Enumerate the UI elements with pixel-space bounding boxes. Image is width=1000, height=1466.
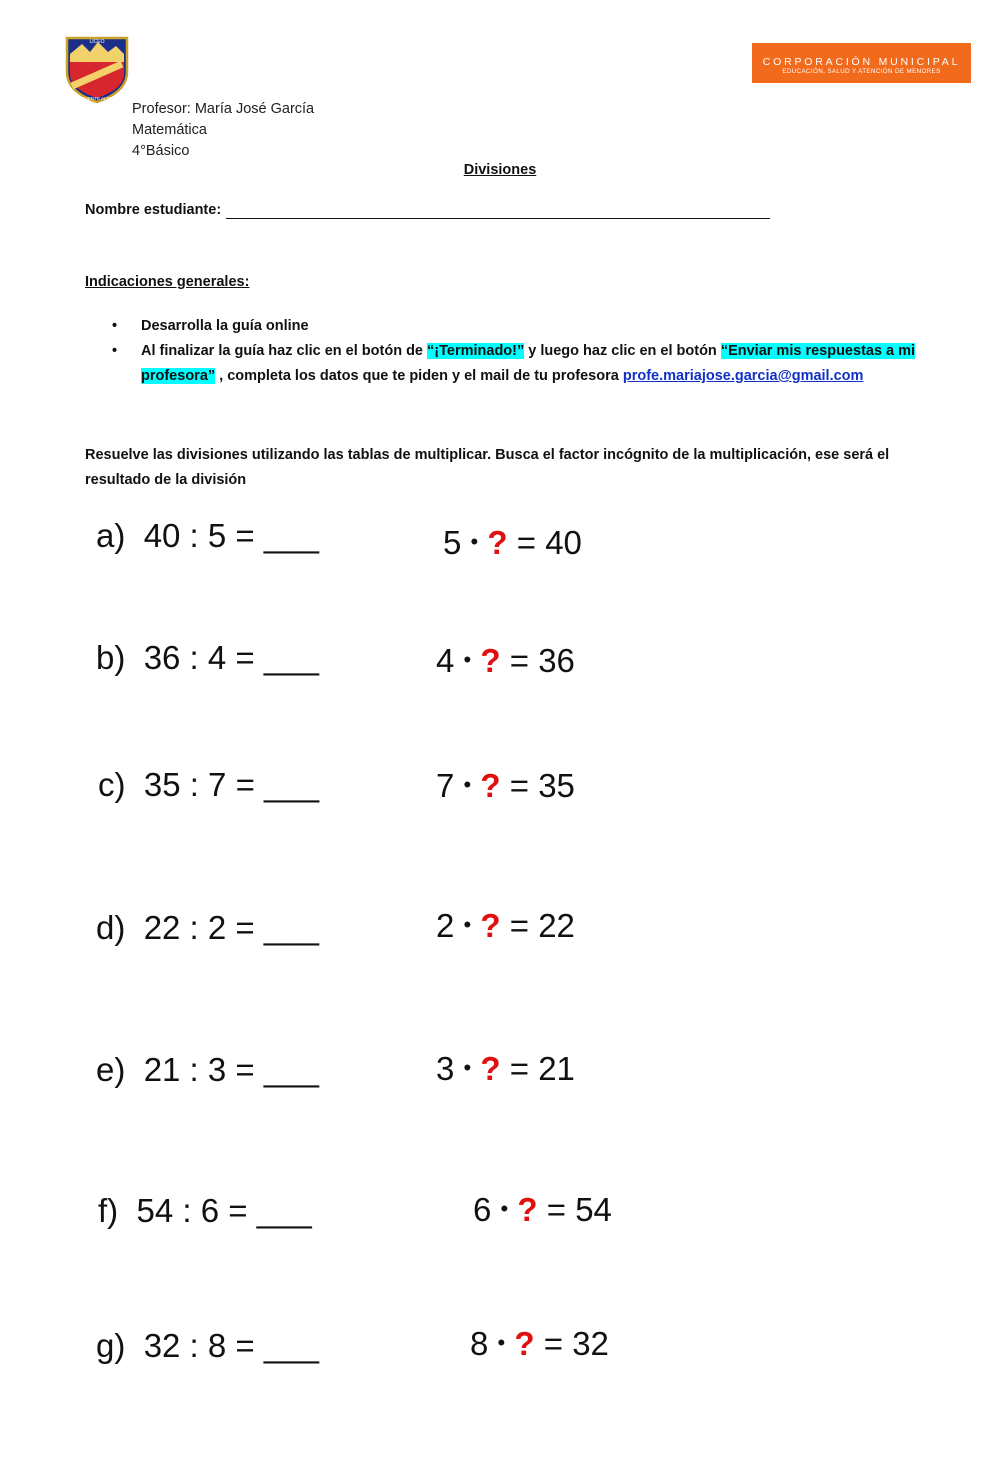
instruction-2-text-c: , completa los datos que te piden y el mail de tu profesora: [215, 368, 623, 384]
exercise-g-division: [96, 1326, 319, 1366]
list-item: [112, 339, 917, 389]
corp-name: CORPORACIÓN MUNICIPAL: [762, 56, 961, 68]
page-title: Divisiones: [463, 162, 537, 178]
product: = 22: [509, 907, 575, 944]
enviar-button-reference: “Enviar mis respuestas a mi profesora”: [141, 343, 916, 384]
exercise-label: c): [98, 766, 126, 803]
instruction-1: Desarrolla la guía online: [141, 318, 309, 334]
corporacion-municipal-logo: [752, 43, 971, 83]
exercise-label: e): [96, 1051, 126, 1088]
exercise-d-division: [96, 908, 319, 948]
exercise-label: f): [98, 1192, 119, 1229]
product: = 54: [546, 1191, 612, 1228]
exercise-f-division: [98, 1191, 312, 1231]
teacher-name: Profesor: María José García: [132, 101, 315, 117]
unknown-factor-icon: ?: [480, 642, 501, 679]
division-expression[interactable]: 21 : 3 = ___: [143, 1051, 319, 1088]
unknown-factor-icon: ?: [487, 524, 508, 561]
known-factor: 8: [470, 1325, 489, 1362]
exercise-c-division: [98, 765, 319, 805]
svg-text:LICEO: LICEO: [89, 39, 105, 45]
corp-subtitle: EDUCACIÓN, SALUD Y ATENCIÓN DE MENORES: [782, 68, 941, 75]
exercise-a-multiplication: [443, 523, 582, 567]
multiply-dot-icon: •: [463, 772, 472, 797]
unknown-factor-icon: ?: [480, 907, 501, 944]
list-item: [112, 314, 917, 339]
division-expression[interactable]: 22 : 2 = ___: [143, 909, 319, 946]
student-name-field[interactable]: [226, 218, 770, 219]
instructions-heading: Indicaciones generales:: [85, 274, 250, 290]
division-expression[interactable]: 54 : 6 = ___: [136, 1192, 312, 1229]
exercise-label: b): [96, 639, 126, 676]
teacher-info: [132, 99, 314, 162]
exercise-b-multiplication: [436, 641, 575, 685]
exercise-e-division: [96, 1050, 319, 1090]
teacher-email-link[interactable]: profe.mariajose.garcia@gmail.com: [622, 368, 864, 384]
known-factor: 5: [443, 524, 462, 561]
unknown-factor-icon: ?: [480, 1050, 501, 1087]
task-description: Resuelve las divisiones utilizando las tablas de multiplicar. Busca el factor incógnito de la multiplicación, ese será el resultado de la división: [85, 447, 890, 488]
division-expression[interactable]: 32 : 8 = ___: [143, 1327, 319, 1364]
exercise-e-multiplication: [436, 1049, 575, 1093]
product: = 21: [509, 1050, 575, 1087]
grade: 4°Básico: [132, 143, 190, 159]
terminado-button-reference: “¡Terminado!”: [427, 343, 525, 359]
multiply-dot-icon: •: [463, 647, 472, 672]
division-expression[interactable]: 35 : 7 = ___: [143, 766, 320, 803]
known-factor: 3: [436, 1050, 455, 1087]
product: = 32: [543, 1325, 609, 1362]
multiply-dot-icon: •: [463, 912, 472, 937]
unknown-factor-icon: ?: [514, 1325, 535, 1362]
known-factor: 2: [436, 907, 455, 944]
unknown-factor-icon: ?: [517, 1191, 538, 1228]
exercise-b-division: [96, 638, 319, 678]
school-crest-logo: [64, 34, 130, 104]
exercise-label: d): [96, 909, 126, 946]
division-expression[interactable]: 40 : 5 = ___: [143, 517, 319, 554]
exercise-a-division: [96, 516, 319, 556]
multiply-dot-icon: •: [497, 1330, 506, 1355]
multiply-dot-icon: •: [500, 1196, 509, 1221]
subject: Matemática: [132, 122, 207, 138]
product: = 40: [516, 524, 582, 561]
svg-text:PUENTE ALTO: PUENTE ALTO: [81, 96, 113, 101]
known-factor: 4: [436, 642, 455, 679]
known-factor: 6: [473, 1191, 492, 1228]
instruction-2-text-a: Al finalizar la guía haz clic en el botón de: [141, 343, 428, 359]
bullet-icon: •: [112, 343, 118, 359]
student-name-label: Nombre estudiante:: [85, 202, 222, 218]
exercise-label: g): [96, 1327, 126, 1364]
exercise-d-multiplication: [436, 906, 575, 950]
known-factor: 7: [436, 767, 455, 804]
multiply-dot-icon: •: [470, 529, 479, 554]
exercise-c-multiplication: [436, 766, 575, 810]
multiply-dot-icon: •: [463, 1055, 472, 1080]
exercise-label: a): [96, 517, 126, 554]
division-expression[interactable]: 36 : 4 = ___: [143, 639, 319, 676]
exercise-f-multiplication: [473, 1190, 612, 1234]
exercise-g-multiplication: [470, 1324, 609, 1368]
instructions-list: [112, 314, 917, 389]
bullet-icon: •: [112, 318, 118, 334]
instruction-2-text-b: y luego haz clic en el botón: [524, 343, 721, 359]
product: = 36: [509, 642, 575, 679]
product: = 35: [509, 767, 575, 804]
unknown-factor-icon: ?: [480, 767, 501, 804]
